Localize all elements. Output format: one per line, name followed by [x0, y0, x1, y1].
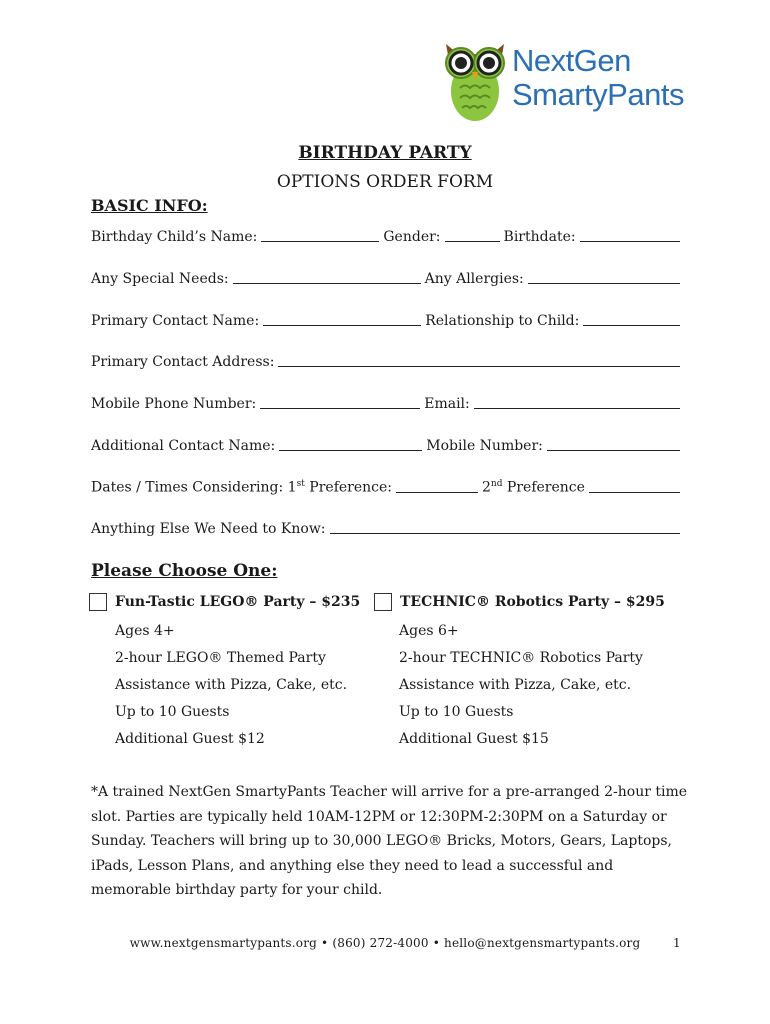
anything-else-label: Anything Else We Need to Know:	[91, 521, 326, 537]
page-number: 1	[673, 936, 681, 950]
lego-detail-additional-guest: Additional Guest $12	[115, 731, 265, 747]
birthdate-field[interactable]	[580, 241, 680, 242]
basic-info-heading: BASIC INFO:	[91, 196, 208, 215]
gender-label: Gender:	[383, 229, 441, 245]
email-field[interactable]	[474, 408, 680, 409]
row-anything-else	[91, 517, 680, 537]
technic-detail-ages: Ages 6+	[399, 623, 459, 639]
teacher-note: *A trained NextGen SmartyPants Teacher will arrive for a pre-arranged 2-hour time slot. Parties are typically held 10AM-12PM or 12:30PM-2:30PM on a Saturday or Sunday. Teachers will bring up to 30,000 LEGO® Bricks, Motors, Gears, Laptops, iPads, Lesson Plans, and anything else they need to lead a successful and memorable birthday party for your child.	[91, 784, 688, 898]
row-child-info	[91, 225, 680, 245]
mobile-number-label: Mobile Number:	[426, 438, 543, 454]
address-label: Primary Contact Address:	[91, 354, 275, 370]
row-primary-contact	[91, 309, 680, 329]
logo-line-2: SmartyPants	[512, 77, 684, 112]
choose-heading: Please Choose One:	[91, 561, 278, 581]
mobile-number-field[interactable]	[547, 450, 680, 451]
logo-line-1: NextGen	[512, 43, 631, 78]
technic-detail-assistance: Assistance with Pizza, Cake, etc.	[399, 677, 632, 693]
logo-wordmark	[512, 44, 684, 112]
anything-else-field[interactable]	[330, 533, 680, 534]
technic-detail-guests: Up to 10 Guests	[399, 704, 514, 720]
primary-contact-label: Primary Contact Name:	[91, 313, 260, 329]
second-preference-field[interactable]	[589, 492, 680, 493]
lego-party-title: Fun-Tastic LEGO® Party – $235	[115, 594, 361, 610]
row-address	[91, 350, 680, 370]
footer-contact: www.nextgensmartypants.org • (860) 272-4000 • hello@nextgensmartypants.org	[129, 936, 641, 950]
lego-party-checkbox[interactable]	[89, 593, 107, 611]
special-needs-label: Any Special Needs:	[91, 271, 229, 287]
lego-detail-duration: 2-hour LEGO® Themed Party	[115, 650, 326, 666]
allergies-field[interactable]	[528, 283, 680, 284]
technic-party-title: TECHNIC® Robotics Party – $295	[400, 594, 665, 610]
allergies-label: Any Allergies:	[424, 271, 524, 287]
primary-contact-field[interactable]	[263, 325, 421, 326]
child-name-label: Birthday Child’s Name:	[91, 229, 258, 245]
owl-icon	[440, 36, 510, 124]
option-lego-party	[89, 593, 360, 611]
row-needs	[91, 267, 680, 287]
mobile-phone-field[interactable]	[260, 408, 420, 409]
first-preference-field[interactable]	[396, 492, 478, 493]
technic-detail-duration: 2-hour TECHNIC® Robotics Party	[399, 650, 643, 666]
relationship-field[interactable]	[583, 325, 680, 326]
technic-detail-additional-guest: Additional Guest $15	[399, 731, 549, 747]
mobile-phone-label: Mobile Phone Number:	[91, 396, 257, 412]
second-preference-label: 2nd Preference	[482, 479, 585, 496]
lego-detail-guests: Up to 10 Guests	[115, 704, 230, 720]
lego-detail-assistance: Assistance with Pizza, Cake, etc.	[115, 677, 348, 693]
special-needs-field[interactable]	[233, 283, 421, 284]
row-additional-contact	[91, 434, 680, 454]
relationship-label: Relationship to Child:	[425, 313, 580, 329]
birthdate-label: Birthdate:	[503, 229, 576, 245]
lego-detail-ages: Ages 4+	[115, 623, 175, 639]
row-dates	[91, 476, 680, 496]
email-label: Email:	[424, 396, 470, 412]
additional-contact-label: Additional Contact Name:	[91, 438, 276, 454]
form-subtitle: OPTIONS ORDER FORM	[276, 172, 494, 192]
option-technic-party	[374, 593, 665, 611]
child-name-field[interactable]	[261, 241, 379, 242]
first-preference-label: Dates / Times Considering: 1st Preference:	[91, 479, 392, 496]
address-field[interactable]	[278, 366, 680, 367]
row-phone-email	[91, 392, 680, 412]
technic-party-checkbox[interactable]	[374, 593, 392, 611]
form-title: BIRTHDAY PARTY	[298, 143, 472, 163]
gender-field[interactable]	[445, 241, 500, 242]
additional-contact-field[interactable]	[279, 450, 422, 451]
brand-logo	[440, 36, 730, 126]
